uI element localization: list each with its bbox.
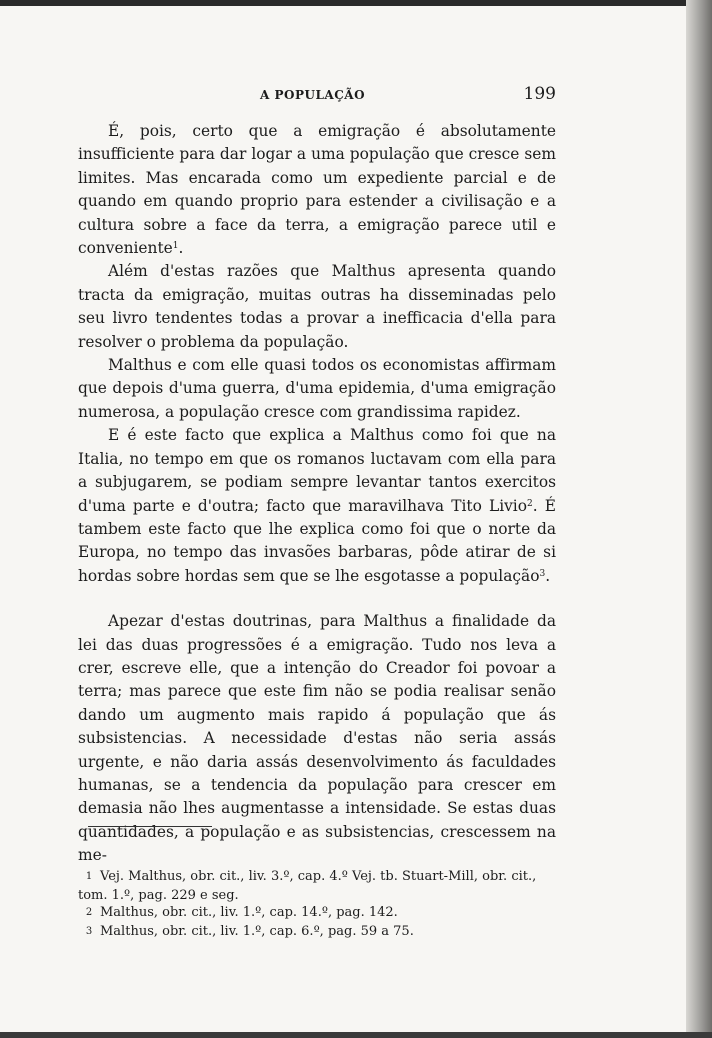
footnotes [78,868,556,941]
page-header [78,84,556,110]
paragraph-4: E é este facto que explica a Malthus como foi que na Italia, no tempo em que os romanos luctavam com ella para a subjugarem, se podiam sempre levantar tantos exercitos d'uma parte e d'outra; facto que maravilhava Tito Livio$^2$. É tambem este facto que lhe explica como foi que o norte da Europa, no tempo das invasões barbaras, pôde atirar de si hordas sobre hordas sem que se lhe esgotasse a população$^3$. [78,426,556,585]
running-title: A POPULAÇÃO [260,88,366,102]
footnote-text: Malthus, obr. cit., liv. 1.º, cap. 6.º, pag. 59 a 75. [100,923,414,939]
paragraph-2: Além d'estas razões que Malthus apresenta quando tracta da emigração, muitas outras ha disseminadas pelo seu livro tendentes todas a provar a inefficacia d'ella para resolver o problema da população. [78,262,556,351]
footnote-ref-3: 3 [539,568,546,579]
paragraph-5: Apezar d'estas doutrinas, para Malthus a finalidade da lei das duas progressões é a emigração. Tudo nos leva a crer, escreve elle, que a intenção do Creador foi povoar a terra; mas parece que este fim não se podia realisar senão dando um augmento mais rapido á população que ás subsistencias. A necessidade d'estas não seria assás urgente, e não daria assás desenvolvimento ás faculdades humanas, se a tendencia da população para crescer em demasia não lhes augmentasse a intensidade. Se estas duas quantidades, a população e as subsistencias, crescessem na me- [78,612,556,865]
footnote-ref-2: 2 [527,498,533,509]
footnote-ref-1: 1 [172,241,179,252]
footnote-2 [78,904,556,923]
footnote-text: Malthus, obr. cit., liv. 1.º, cap. 14.º, pag. 142. [100,905,398,920]
footnote-mark: 1 [85,871,93,882]
scan-page-edge [686,0,712,1038]
scan-top-edge [0,0,712,6]
footnote-text: Vej. Malthus, obr. cit., liv. 3.º, cap. 4.º Vej. tb. Stuart-Mill, obr. cit., tom. 1.º, pag. 229 e seg. [78,869,537,903]
paragraph-3: Malthus e com elle quasi todos os economistas affirmam que depois d'uma guerra, d'uma epidemia, d'uma emigração numerosa, a população cresce com grandissima rapidez. [78,356,556,421]
footnote-mark: 3 [85,925,93,937]
footnote-3 [78,923,556,942]
footnote-separator [88,826,212,827]
main-text [78,120,556,868]
scan-bottom-edge [0,1032,712,1038]
footnote-1 [78,868,556,904]
page-number: 199 [523,84,556,104]
footnote-mark: 2 [85,907,93,918]
paragraph-1: É, pois, certo que a emigração é absolutamente insufficiente para dar logar a uma população que cresce sem limites. Mas encarada como um expediente parcial e de quando em quando proprio para estender a civilisação e a cultura sobre a face da terra, a emigração parece util e conveniente$^1$. [78,122,556,258]
